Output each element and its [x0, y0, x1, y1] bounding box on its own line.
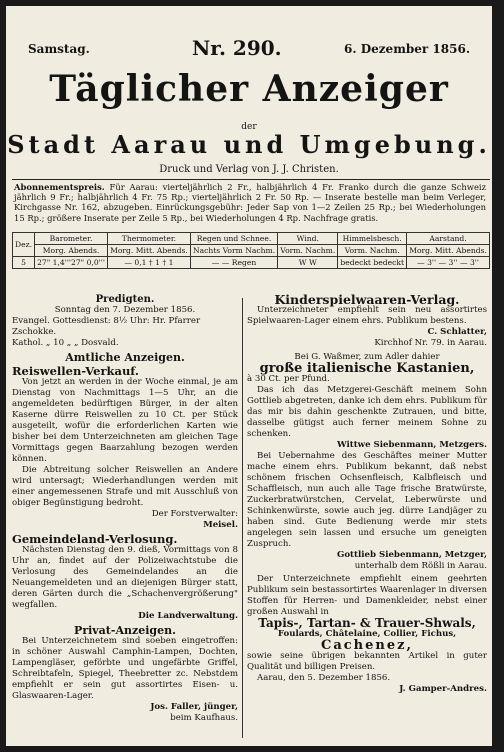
column-divider	[242, 298, 243, 738]
forstverwalter-label: Der Forstverwalter:	[151, 509, 238, 519]
reiswellen-text: Von jetzt an werden in der Woche einmal, je am Dienstag von Nachmittags 1—5 Uhr, an die angemeldeten bedürftigen Bürger, in der alten Kaserne dürre Reiswellen zu 10 Ct. per Stück ausgeteilt, wofür die erforderlichen Karten wie bisher bei dem Unterzeichneten am gleichen Tage Vormittags gegen Baarzahlung bezogen werden können.	[12, 377, 238, 464]
privat-text: Bei Unterzeichnetem sind soeben eingetroffen: in schöner Auswahl Camphin-Lampen, Dochten, Lampengläser, geförbte und ungefärbte Griffel, Schreibtafeln, Spiegel, Theebretter zc. Nebstdem empfiehlt er sein gut assortirtes Eisen- u. Glaswaaren-Lager.	[12, 636, 238, 701]
weather-head-himmel: Himmelsbesch.	[338, 233, 407, 245]
masthead-printer: Druck und Verlag von J. J. Christen.	[159, 164, 339, 175]
weather-sub-wind: Vorm. Nachm.	[278, 245, 338, 257]
weather-sub-aarstand: Morg. Mitt. Abends.	[407, 245, 490, 257]
masthead-der: der	[241, 122, 257, 132]
wassmer-intro: Bei G. Waßmer, zum Adler dahier	[294, 352, 440, 362]
gemeindeland-text: Nächsten Dienstag den 9. dieß, Vormittags von 8 Uhr an, findet auf der Polizeiwachtstube die Verlosung des Gemeindelandes an die Neuangemeldeten und an diejenigen Bürger statt, deren Gärten durch die „Schachenvergrößerung" wegfallen.	[12, 545, 238, 610]
abonnement-label: Abonnementspreis.	[14, 182, 105, 192]
amtliche-heading: Amtliche Anzeigen.	[65, 351, 185, 364]
predigten-heading: Predigten.	[95, 294, 155, 305]
weather-head-wind: Wind.	[278, 233, 338, 245]
weather-cell-aarstand: — 3'' — 3'' — 3''	[407, 257, 490, 269]
weather-head-dez: Dez.	[13, 233, 35, 257]
abonnement-block	[14, 182, 486, 223]
weather-head-aarstand: Aarstand.	[407, 233, 490, 245]
privat-heading: Privat-Anzeigen.	[74, 624, 176, 637]
masthead-date: 6. Dezember 1856.	[344, 42, 470, 56]
weather-head-barometer: Barometer.	[35, 233, 108, 245]
left-column	[12, 294, 238, 724]
weather-cell-wind: W W	[278, 257, 338, 269]
predigten-evangel: Evangel. Gottesdienst: 8½ Uhr: Hr. Pfarrer Zschokke.	[12, 316, 201, 337]
weather-cell-day: 5	[13, 257, 35, 269]
weather-sub-thermometer: Morg. Mitt. Abends.	[108, 245, 191, 257]
weather-cell-thermometer: — 0,1 † 1 † 1	[108, 257, 191, 269]
right-column	[247, 294, 487, 695]
gottlieb-address: unterhalb dem Rößli in Aarau.	[354, 561, 487, 571]
kinderspielwaaren-text: Unterzeichneter empfiehlt sein neu assortirtes Spielwaaren-Lager einem ehrs. Publikum bestens.	[247, 305, 487, 326]
gamper-signature: J. Gamper-Andres.	[399, 684, 487, 694]
weather-cell-regen: — — Regen	[190, 257, 277, 269]
reiswellen-text-2: Die Abtreitung solcher Reiswellen an Andere wird untersagt; Wiederhandlungen werden mit einer angemessenen Strafe und mit Ausschluß von obiger Begünstigung bedroht.	[12, 465, 238, 508]
kinderspielwaaren-heading: Kinderspielwaaren-Verlag.	[274, 292, 460, 307]
schlatter-name: C. Schlatter,	[427, 327, 487, 337]
place-date: Aarau, den 5. Dezember 1856.	[257, 673, 391, 683]
rule-top	[12, 179, 490, 180]
weather-data-row	[13, 257, 490, 269]
cachenez-heading: Cachenez,	[320, 638, 414, 653]
weather-table	[12, 232, 490, 269]
shawls-heading: Tapis-, Tartan- & Trauer-Shwals,	[258, 616, 476, 630]
forstverwalter-name: Meisel.	[203, 520, 238, 530]
gemeindeland-heading: Gemeindeland-Verlosung.	[12, 532, 178, 546]
abonnement-text: Für Aarau: vierteljährlich 2 Fr., halbjährlich 4 Fr. Franko durch die ganze Schweiz jährlich 9 Fr.; halbjährlich 4 Fr. 75 Rp.; vierteljährlich 2 Fr. 50 Rp. — Inserate bestelle man beim Verleger, Kirchgasse Nr. 162, abzugeben. Einrückungsgebühr: Jeder Sap von 1—2 Zeilen 25 Rp.; bei Wiederholungen 15 Rp.; größere Inserate per Zeile 5 Rp., bei Wiederholungen 4 Rp. Nachfrage gratis.	[14, 182, 486, 223]
shawl-outro: sowie seine übrigen bekannten Artikel in guter Qualität und billigen Preisen.	[247, 651, 487, 672]
masthead-day: Samstag.	[28, 42, 90, 56]
foulards-line: Foulards, Châtelaine, Collier, Fichus,	[277, 629, 457, 639]
landverwaltung-signature: Die Landverwaltung.	[138, 611, 238, 621]
metzgerei-text: Das ich das Metzgerei-Geschäft meinem Sohn Gottlieb abgetreten, danke ich dem ehrs. Publikum für das mir bis dahin geschenkte Zutrauen, und bitte, dasselbe gütigst auch ferner meinem Sohne zu schenken.	[247, 385, 487, 439]
weather-sub-barometer: Morg. Abends.	[35, 245, 108, 257]
kastanien-heading: große italienische Kastanien,	[259, 361, 475, 376]
gottlieb-signature: Gottlieb Siebenmann, Metzger,	[336, 550, 487, 560]
weather-sub-himmel: Vorm. Nachm.	[338, 245, 407, 257]
weather-head-thermometer: Thermometer.	[108, 233, 191, 245]
newspaper-page	[6, 6, 492, 746]
predigten-date: Sonntag den 7. Dezember 1856.	[54, 305, 196, 315]
weather-subheader-row	[13, 245, 490, 257]
weather-cell-himmel: bedeckt bedeckt	[338, 257, 407, 269]
faller-place: beim Kaufhaus.	[170, 713, 238, 723]
metzgerei-text-2: Bei Uebernahme des Geschäftes meiner Mutter mache einem ehrs. Publikum bekannt, daß nebst schönem frischen Ochsenfleisch, Kalbfleisch und Schaffleisch, nun auch alle Tage frische Bratwürste, Zuckerbratwürstchen, Cervelat, Leberwürste und Schinkenwürste, sowie auch jeg. dürre Landjäger zu haben sind. Gute Bedienung werde mir stets angelegen sein lassen und ersuche um geneigten Zuspruch.	[247, 451, 487, 549]
kastanien-price: à 30 Ct. per Pfund.	[247, 374, 330, 384]
masthead-number: Nr. 290.	[192, 36, 282, 60]
weather-header-row	[13, 233, 490, 245]
weather-cell-barometer: 27" 1,4'''27" 0,0'''	[35, 257, 108, 269]
reiswellen-heading: Reiswellen-Verkauf.	[12, 364, 139, 378]
weather-head-regen: Regen und Schnee.	[190, 233, 277, 245]
schlatter-address: Kirchhof Nr. 79. in Aarau.	[374, 338, 487, 348]
weather-sub-regen: Nachts Vorm Nachm.	[190, 245, 277, 257]
predigten-kathol: Kathol. „ 10 „ „ Dosvald.	[12, 338, 119, 348]
wittwe-signature: Wittwe Siebenmann, Metzgers.	[336, 440, 487, 450]
faller-name: Jos. Faller, jünger,	[150, 702, 238, 712]
shawl-intro: Der Unterzeichnete empfiehlt einem geehrten Publikum sein bestassortirtes Waarenlager in diversen Stoffen für Herren- und Damenkleider, nebst einer großen Auswahl in	[247, 574, 487, 617]
masthead-title: Täglicher Anzeiger	[49, 68, 449, 110]
masthead-subtitle: Stadt Aarau und Umgebung.	[7, 130, 491, 159]
